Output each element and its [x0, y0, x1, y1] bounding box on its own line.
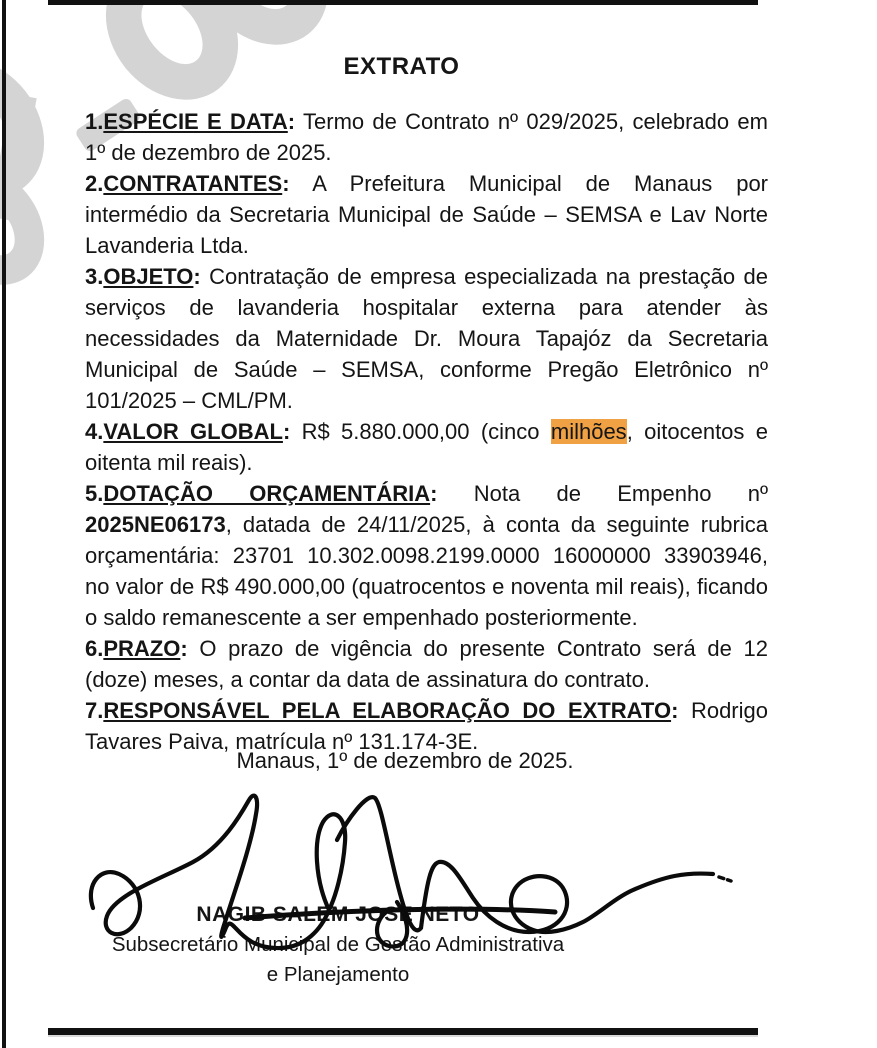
item-2-contratantes: [85, 168, 768, 261]
item-6-prazo: [85, 633, 768, 695]
empenho-number: 2025NE06173: [85, 512, 226, 537]
item-text: A Prefeitura Municipal de Manaus por intermédio da Secretaria Municipal de Saúde – SEMSA e Lav Norte Lavanderia Ltda.: [85, 171, 768, 258]
item-heading: CONTRATANTES: [103, 171, 283, 196]
item-colon: :: [282, 171, 290, 196]
signature-image: [85, 780, 775, 955]
place-date-line: Manaus, 1º de dezembro de 2025.: [236, 748, 574, 773]
item-text: Nota de Empenho nº: [437, 481, 768, 506]
bottom-rule: [48, 1028, 758, 1035]
item-number: 2.: [85, 171, 104, 196]
item-colon: :: [193, 264, 201, 289]
top-rule: [48, 0, 758, 5]
document-body: [85, 52, 768, 757]
item-text: , datada de 24/11/2025, à conta da seguinte rubrica orçamentária: 23701 10.302.0098.2199.0000 16000000 33903946, no valor de R$ 490.000,00 (quatrocentos e noventa mil reais), ficando o saldo remanescente a ser empenhado posteriormente.: [85, 512, 768, 630]
signer-role-line1: Subsecretário Municipal de Gestão Administrativa: [111, 933, 565, 956]
item-colon: :: [287, 109, 296, 134]
item-colon: :: [282, 419, 291, 444]
item-number: 5.: [85, 481, 104, 506]
item-text: R$ 5.880.000,00 (cinco: [290, 419, 551, 444]
item-text: Termo de Contrato nº 029/2025, celebrado em 1º de dezembro de 2025.: [85, 109, 768, 165]
signer-name: NAGIB SALEM JOSE NETO: [196, 903, 480, 926]
item-number: 7.: [85, 698, 104, 723]
item-heading: DOTAÇÃO ORÇAMENTÁRIA: [103, 481, 431, 506]
page-title: EXTRATO: [343, 53, 460, 80]
item-text: , oitocentos e oitenta mil reais).: [85, 419, 768, 475]
item-text: Contratação de empresa especializada na prestação de serviços de lavanderia hospitalar externa para atender às necessidades da Maternidade Dr. Moura Tapajóz da Secretaria Municipal de Saúde – SEMSA, conforme Pregão Eletrônico nº 101/2025 – CML/PM.: [85, 264, 768, 413]
item-heading: VALOR GLOBAL: [103, 419, 283, 444]
item-number: 3.: [85, 264, 104, 289]
left-border-line: [2, 0, 6, 1048]
item-1-especie-e-data: [85, 106, 768, 168]
item-number: 1.: [85, 109, 104, 134]
item-text: O prazo de vigência do presente Contrato será de 12 (doze) meses, a contar da data de assinatura do contrato.: [85, 636, 768, 692]
item-colon: :: [671, 698, 679, 723]
signer-role-line2: e Planejamento: [266, 963, 410, 986]
item-colon: :: [180, 636, 188, 661]
item-number: 6.: [85, 636, 104, 661]
item-colon: :: [430, 481, 438, 506]
item-text: Rodrigo Tavares Paiva, matrícula nº 131.174-3E.: [85, 698, 768, 754]
item-number: 4.: [85, 419, 104, 444]
highlighted-word: milhões: [550, 419, 627, 444]
item-heading: PRAZO: [103, 636, 181, 661]
item-heading: OBJETO: [103, 264, 194, 289]
item-heading: ESPÉCIE E DATA: [103, 109, 288, 134]
item-4-valor-global: [85, 416, 768, 478]
item-heading: RESPONSÁVEL PELA ELABORAÇÃO DO EXTRATO: [103, 698, 672, 723]
item-3-objeto: [85, 261, 768, 416]
item-5-dotacao-orcamentaria: [85, 478, 768, 633]
